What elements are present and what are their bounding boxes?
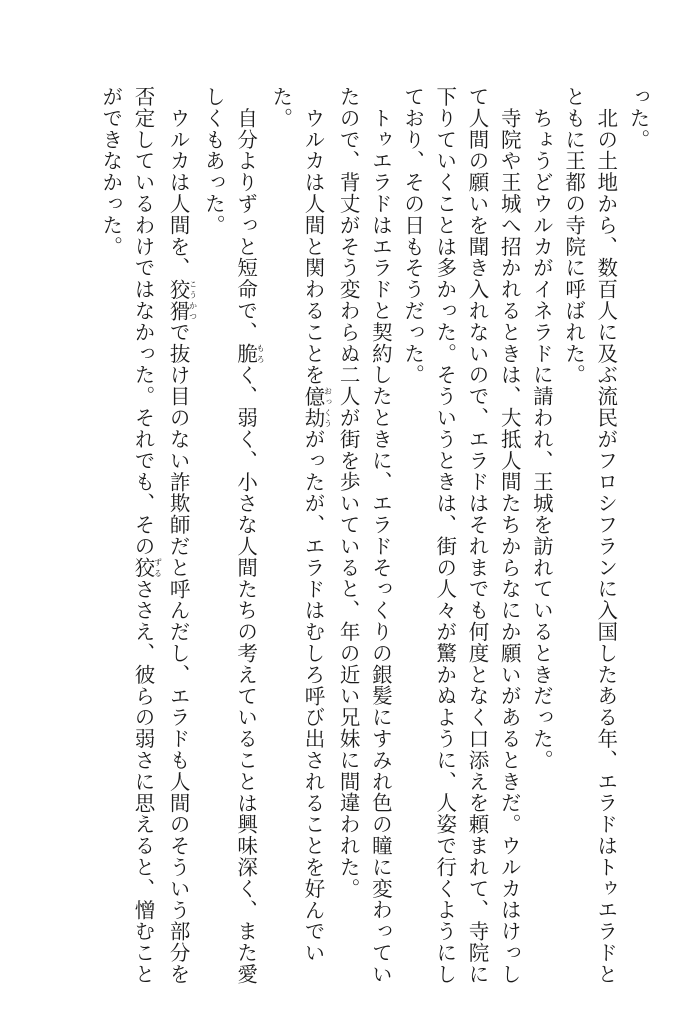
text-line — [162, 86, 198, 985]
text-segment: ウルカは人間と関わることを — [300, 86, 325, 386]
ruby-base: 脆 — [233, 342, 258, 365]
text-segment: く、弱く、小さな人間たちの考えていることは興味深く、また愛 — [233, 364, 258, 985]
vertical-text-body — [34, 86, 654, 985]
text-segment: がったが、エラドはむしろ呼び出されることを好んでい — [300, 428, 325, 964]
text-segment: ウルカは人間を、 — [166, 86, 191, 279]
text-line: た。 — [268, 86, 293, 129]
text-line: った。 — [626, 86, 650, 151]
ruby-reading: もろ — [256, 342, 266, 365]
ruby-reading: おっくう — [323, 385, 333, 429]
text-segment: 否定しているわけではなかった。それでも、その — [130, 86, 155, 557]
text-line: 下りていくことは多かった。そういうときは、街の人々が驚かぬように、人姿で行くようにし — [432, 86, 457, 985]
text-segment: ささえ、彼らの弱さに思えると、憎むこと — [130, 578, 155, 985]
text-line: ちょうどウルカがイネラドに請われ、王城を訪れているときだった。 — [529, 86, 554, 771]
text-line — [127, 86, 163, 985]
text-line — [229, 86, 266, 985]
ruby-word — [130, 556, 163, 579]
text-line: トゥエラドはエラドと契約したときに、エラドそっくりの銀髪にすみれ色の瞳に変わってい — [368, 86, 393, 985]
text-line: ができなかった。 — [98, 86, 123, 258]
text-line: 寺院や王城へ招かれるときは、大抵人間たちからなにか願いがあるときだ。ウルカはけっし — [497, 86, 522, 985]
ruby-base: 狡猾 — [166, 278, 191, 322]
ruby-word — [166, 278, 198, 322]
text-line: ており、その日もそうだった。 — [400, 86, 425, 386]
ruby-word — [233, 342, 266, 365]
text-line: て人間の願いを聞き入れないので、エラドはそれまでも何度となく口添えを頼まれて、寺院に — [464, 86, 489, 985]
text-segment: で抜け目のない詐欺師だと呼んだし、エラドも人間のそういう部分を — [166, 321, 191, 985]
text-line: たので、背丈がそう変わらぬ二人が街を歩いていると、年の近い兄妹に間違われた。 — [336, 86, 361, 900]
text-segment: 自分よりずっと短命で、 — [233, 86, 258, 343]
text-line: 北の土地から、数百人に及ぶ流民がフロシフランに入国したある年、エラドはトゥエラドと — [593, 86, 618, 985]
ruby-word — [300, 385, 333, 429]
ruby-base: 狡 — [130, 556, 155, 579]
text-line — [297, 86, 332, 976]
text-line: しくもあった。 — [201, 86, 226, 236]
text-line: ともに王都の寺院に呼ばれた。 — [561, 86, 586, 386]
ruby-reading: ずる — [153, 556, 163, 579]
ruby-base: 億劫 — [300, 385, 325, 429]
ruby-reading: こうかつ — [188, 278, 198, 322]
